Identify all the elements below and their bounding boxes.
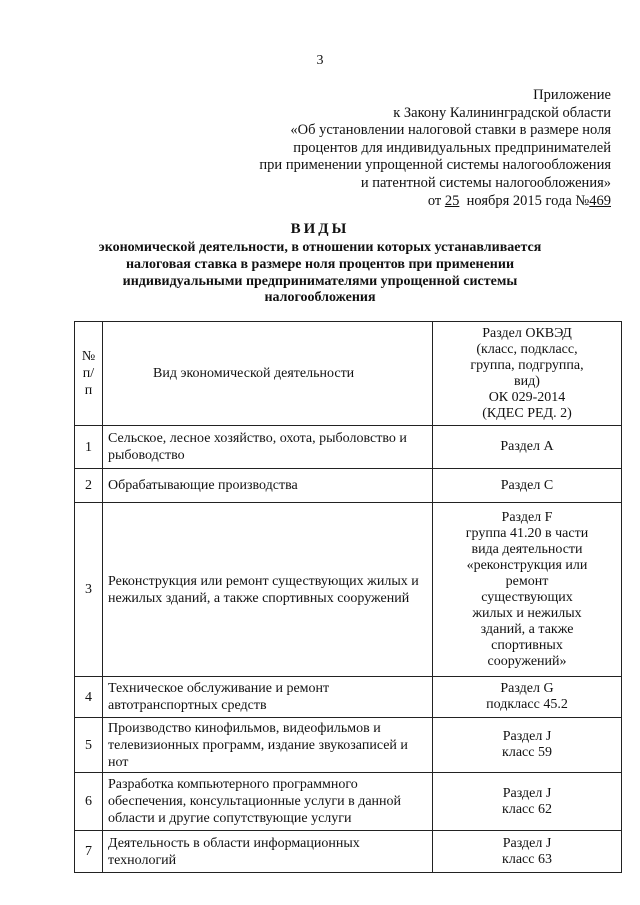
law-number: 469 (589, 192, 611, 209)
table-header-row (75, 322, 622, 426)
row-code: Раздел G подкласс 45.2 (433, 677, 622, 718)
table-row (75, 831, 622, 873)
subtitle-line: экономической деятельности, в отношении которых устанавливается (98, 240, 542, 255)
row-code: Раздел F группа 41.20 в части вида деятельности «реконструкция или ремонт существующих жилых и нежилых зданий, а также спортивных сооружений» (433, 503, 622, 677)
table-row (75, 469, 622, 503)
row-activity: Деятельность в области информационных технологий (103, 831, 433, 873)
table-row (75, 503, 622, 677)
subtitle-line: индивидуальными предпринимателями упрощенной системы (122, 273, 518, 289)
appendix-date (200, 193, 611, 211)
page-number: 3 (316, 53, 324, 68)
subtitle-line: налоговая ставка в размере ноля процентов при применении (125, 256, 515, 272)
header-activity: Вид экономической деятельности (103, 322, 433, 426)
header-num: № п/п (75, 322, 103, 426)
row-num: 1 (75, 426, 103, 469)
row-num: 7 (75, 831, 103, 873)
appendix-line: и патентной системы налогообложения» (360, 174, 611, 191)
appendix-line: к Закону Калининградской области (393, 104, 611, 121)
document-title: ВИДЫ (290, 221, 350, 237)
row-activity: Сельское, лесное хозяйство, охота, рыболовство и рыбоводство (103, 426, 433, 469)
row-code: Раздел J класс 62 (433, 773, 622, 831)
appendix-line: «Об установлении налоговой ставки в размере ноля (290, 122, 611, 139)
row-activity: Разработка компьютерного программного обеспечения, консультационные услуги в данной области и другие сопутствующие услуги (103, 773, 433, 831)
date-prefix: от (427, 192, 442, 209)
row-num: 2 (75, 469, 103, 503)
table-row (75, 426, 622, 469)
activities-table (74, 321, 622, 873)
row-code: Раздел J класс 59 (433, 718, 622, 773)
subtitle-line: налогообложения (264, 290, 376, 306)
header-code: Раздел ОКВЭД (класс, подкласс, группа, подгруппа, вид) ОК 029-2014 (КДЕС РЕД. 2) (433, 322, 622, 426)
row-code: Раздел A (433, 426, 622, 469)
document-subtitle (80, 240, 560, 307)
appendix-block (200, 87, 611, 210)
row-activity: Обрабатывающие производства (103, 469, 433, 503)
appendix-title: Приложение (533, 87, 611, 103)
table-row (75, 773, 622, 831)
row-code: Раздел C (433, 469, 622, 503)
appendix-line: процентов для индивидуальных предпринимателей (293, 139, 611, 156)
row-activity: Реконструкция или ремонт существующих жилых и нежилых зданий, а также спортивных сооружений (103, 503, 433, 677)
row-num: 6 (75, 773, 103, 831)
appendix-line: при применении упрощенной системы налогообложения (259, 157, 611, 174)
row-code: Раздел J класс 63 (433, 831, 622, 873)
row-activity: Производство кинофильмов, видеофильмов и телевизионных программ, издание звукозаписей и нот (103, 718, 433, 773)
date-month-year: ноября 2015 года № (466, 192, 590, 209)
row-num: 4 (75, 677, 103, 718)
row-activity: Техническое обслуживание и ремонт автотранспортных средств (103, 677, 433, 718)
table-row (75, 677, 622, 718)
table-row (75, 718, 622, 773)
date-day: 25 (444, 192, 460, 209)
row-num: 3 (75, 503, 103, 677)
row-num: 5 (75, 718, 103, 773)
